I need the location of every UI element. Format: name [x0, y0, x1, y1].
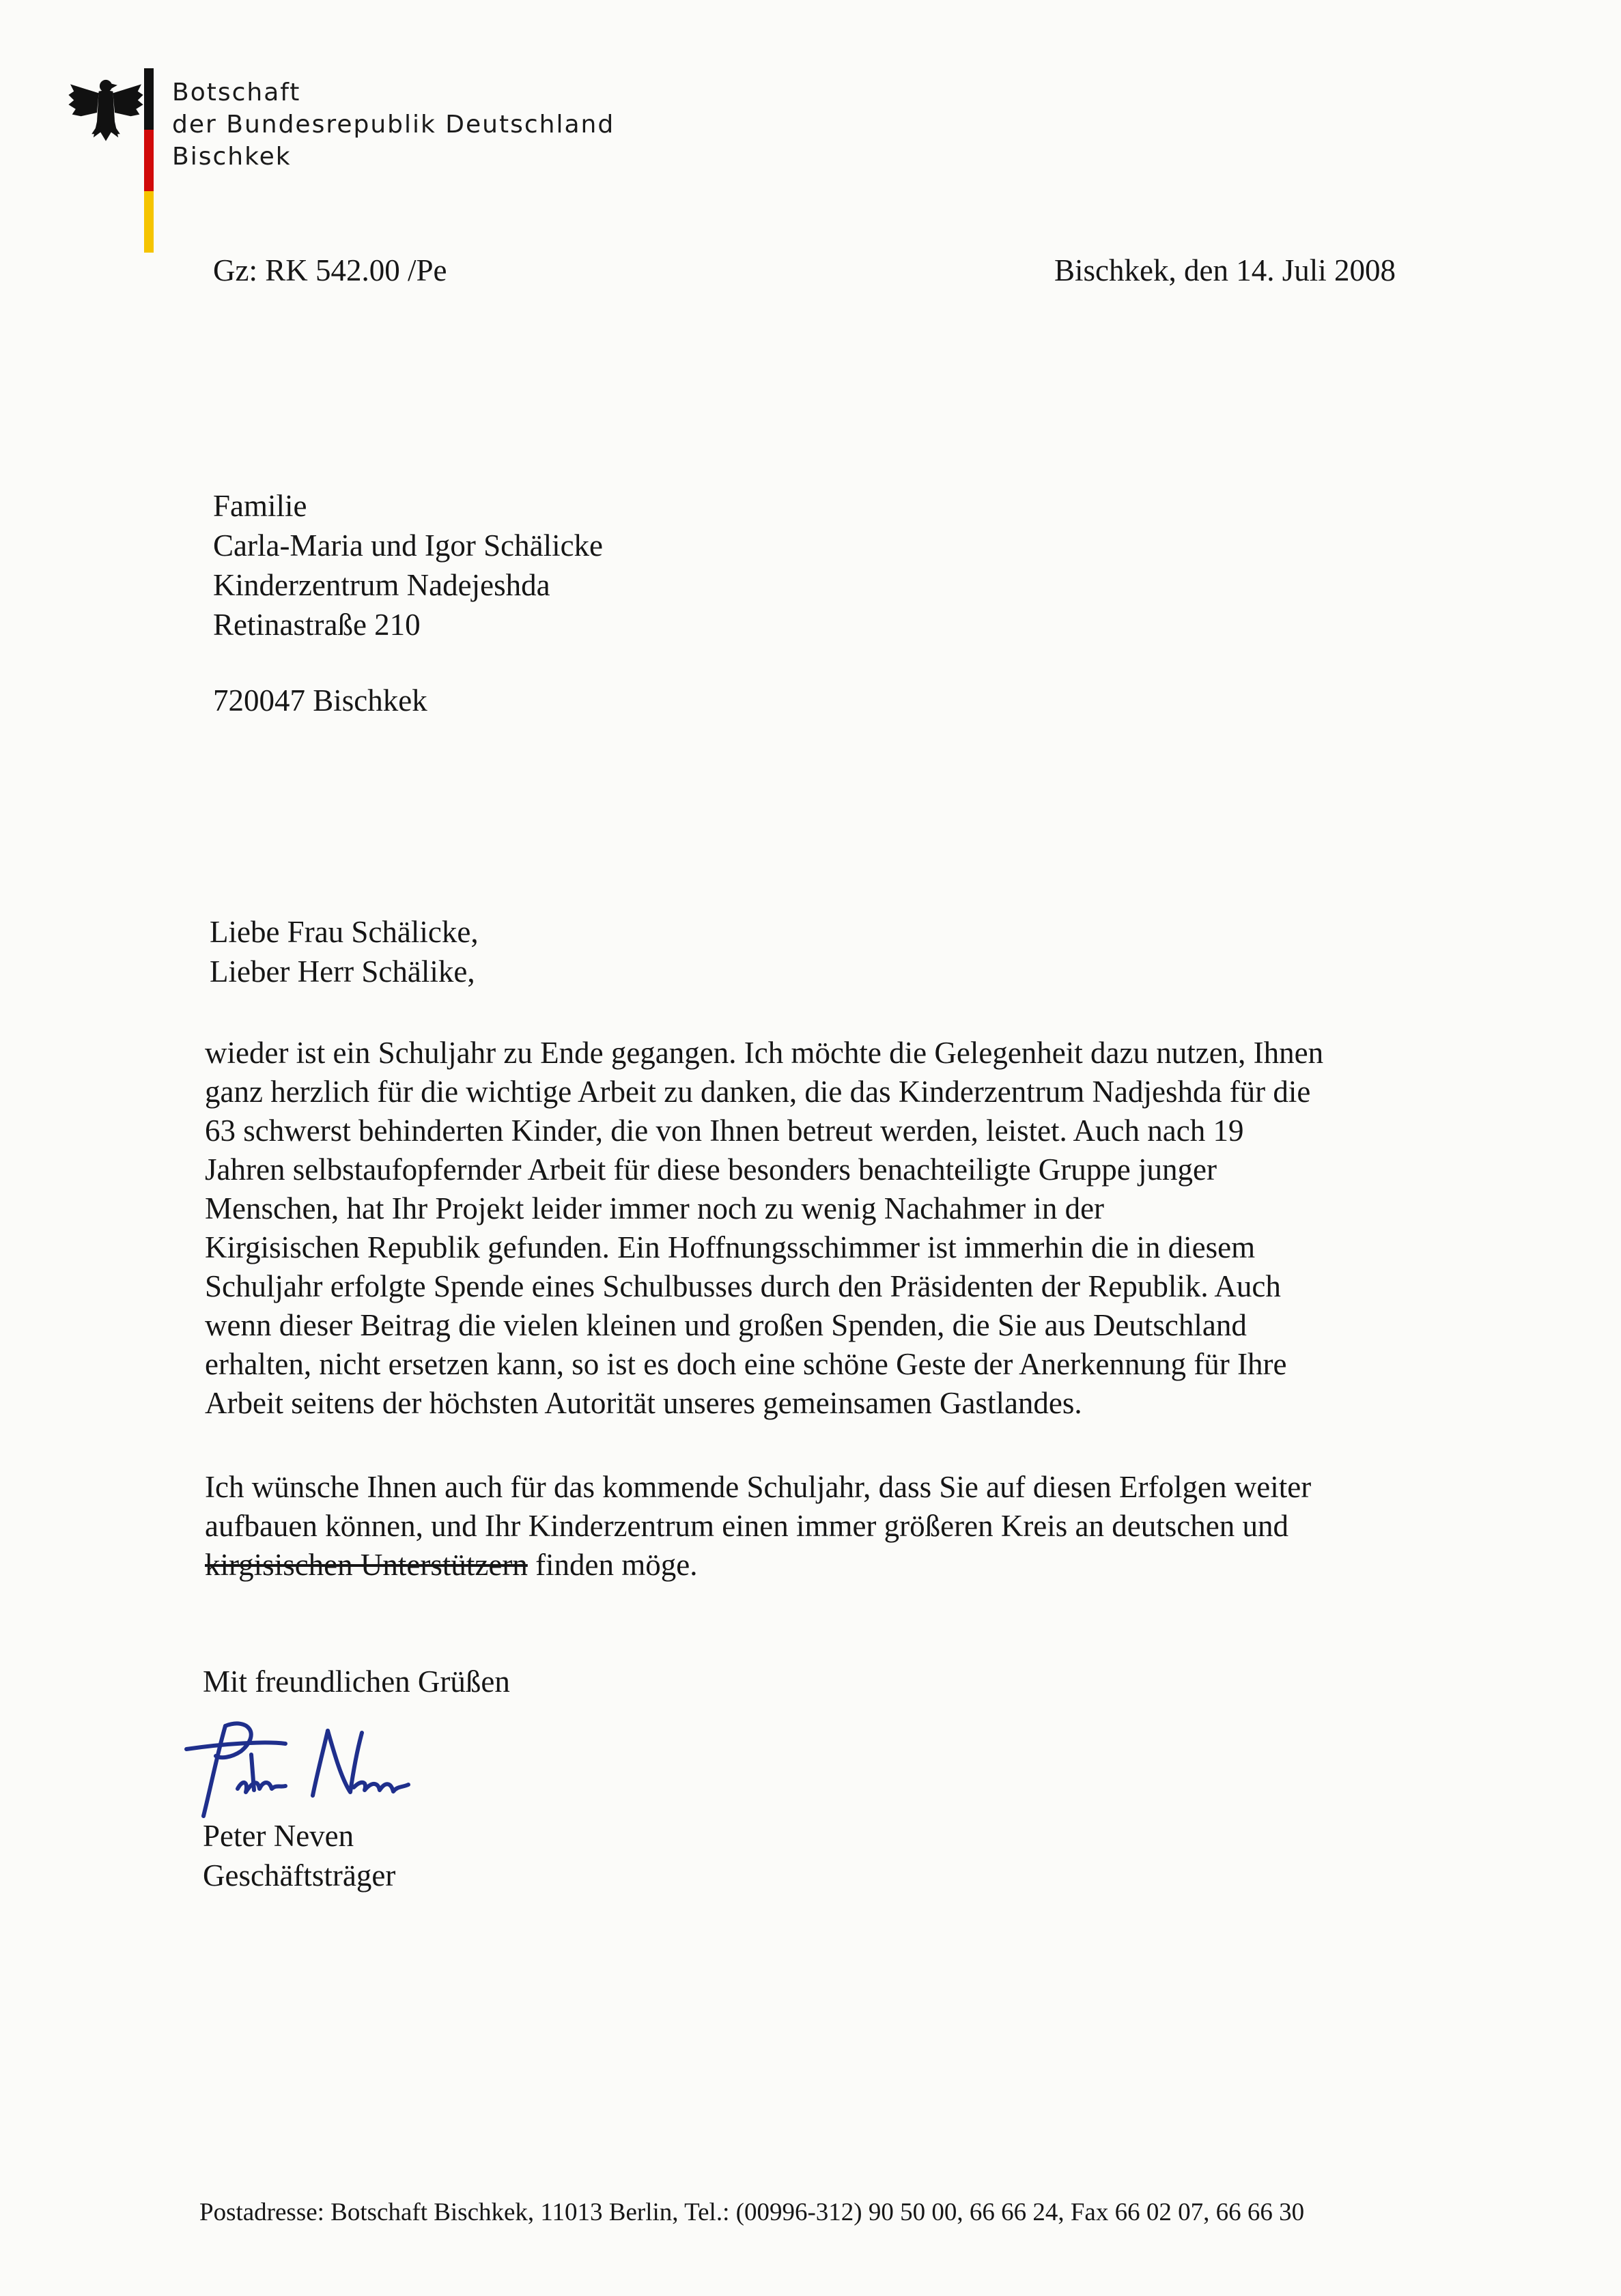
salutation	[210, 912, 479, 991]
signer-block	[203, 1816, 395, 1895]
letter-date: Bischkek, den 14. Juli 2008	[1054, 253, 1396, 287]
body-line: erhalten, nicht ersetzen kann, so ist es doch eine schöne Geste der Anerkennung für Ihre	[205, 1347, 1287, 1381]
body-text: finden möge.	[527, 1548, 698, 1582]
reference-number: Gz: RK 542.00 /Pe	[213, 253, 447, 287]
federal-eagle-icon	[61, 68, 150, 157]
body-line: ganz herzlich für die wichtige Arbeit zu danken, die das Kinderzentrum Nadjeshda für die	[205, 1075, 1311, 1109]
signer-name: Peter Neven	[203, 1819, 354, 1853]
flag-stripe-red	[144, 130, 154, 191]
body-line: Ich wünsche Ihnen auch für das kommende Schuljahr, dass Sie auf diesen Erfolgen weiter	[205, 1470, 1312, 1504]
recipient-address	[213, 486, 603, 644]
address-line: Kinderzentrum Nadejeshda	[213, 568, 550, 602]
flag-color-bar	[144, 68, 154, 253]
body-line: wenn dieser Beitrag die vielen kleinen und großen Spenden, die Sie aus Deutschland	[205, 1308, 1247, 1342]
sender-line: Botschaft	[172, 79, 301, 107]
flag-stripe-gold	[144, 191, 154, 253]
recipient-city: 720047 Bischkek	[213, 683, 427, 718]
closing: Mit freundlichen Grüßen	[203, 1664, 510, 1699]
address-line: Familie	[213, 489, 307, 523]
sender-block	[172, 76, 615, 173]
body-line: Jahren selbstaufopfernder Arbeit für diese besonders benachteiligte Gruppe junger	[205, 1152, 1217, 1187]
sender-line: der Bundesrepublik Deutschland	[172, 111, 615, 139]
salutation-line: Lieber Herr Schälike,	[210, 954, 475, 989]
struck-text: kirgisischen Unterstützern	[205, 1548, 528, 1582]
body-line: Schuljahr erfolgte Spende eines Schulbusses durch den Präsidenten der Republik. Auch	[205, 1269, 1281, 1303]
body-line: Arbeit seitens der höchsten Autorität unseres gemeinsamen Gastlandes.	[205, 1386, 1082, 1420]
address-line: Retinastraße 210	[213, 608, 421, 642]
signer-title: Geschäftsträger	[203, 1858, 396, 1893]
body-line: wieder ist ein Schuljahr zu Ende gegangen. Ich möchte die Gelegenheit dazu nutzen, Ihnen	[205, 1036, 1324, 1070]
body-line: Kirgisischen Republik gefunden. Ein Hoffnungsschimmer ist immerhin die in diesem	[205, 1230, 1256, 1264]
handwritten-signature	[183, 1714, 422, 1823]
body-line: aufbauen können, und Ihr Kinderzentrum einen immer größeren Kreis an deutschen und	[205, 1509, 1288, 1543]
sender-line: Bischkek	[172, 143, 292, 171]
body-line: 63 schwerst behinderten Kinder, die von Ihnen betreut werden, leistet. Auch nach 19	[205, 1114, 1244, 1148]
address-line: Carla-Maria und Igor Schälicke	[213, 528, 604, 563]
footer-postal-address: Postadresse: Botschaft Bischkek, 11013 Berlin, Tel.: (00996-312) 90 50 00, 66 66 24, Fax 66 02 07, 66 66 30	[199, 2198, 1305, 2226]
body-paragraph-2	[205, 1468, 1311, 1585]
body-paragraph-1	[205, 1034, 1323, 1423]
body-line: Menschen, hat Ihr Projekt leider immer noch zu wenig Nachahmer in der	[205, 1191, 1105, 1225]
flag-stripe-black	[144, 68, 154, 130]
body-line-last	[205, 1546, 1311, 1585]
salutation-line: Liebe Frau Schälicke,	[210, 915, 479, 949]
